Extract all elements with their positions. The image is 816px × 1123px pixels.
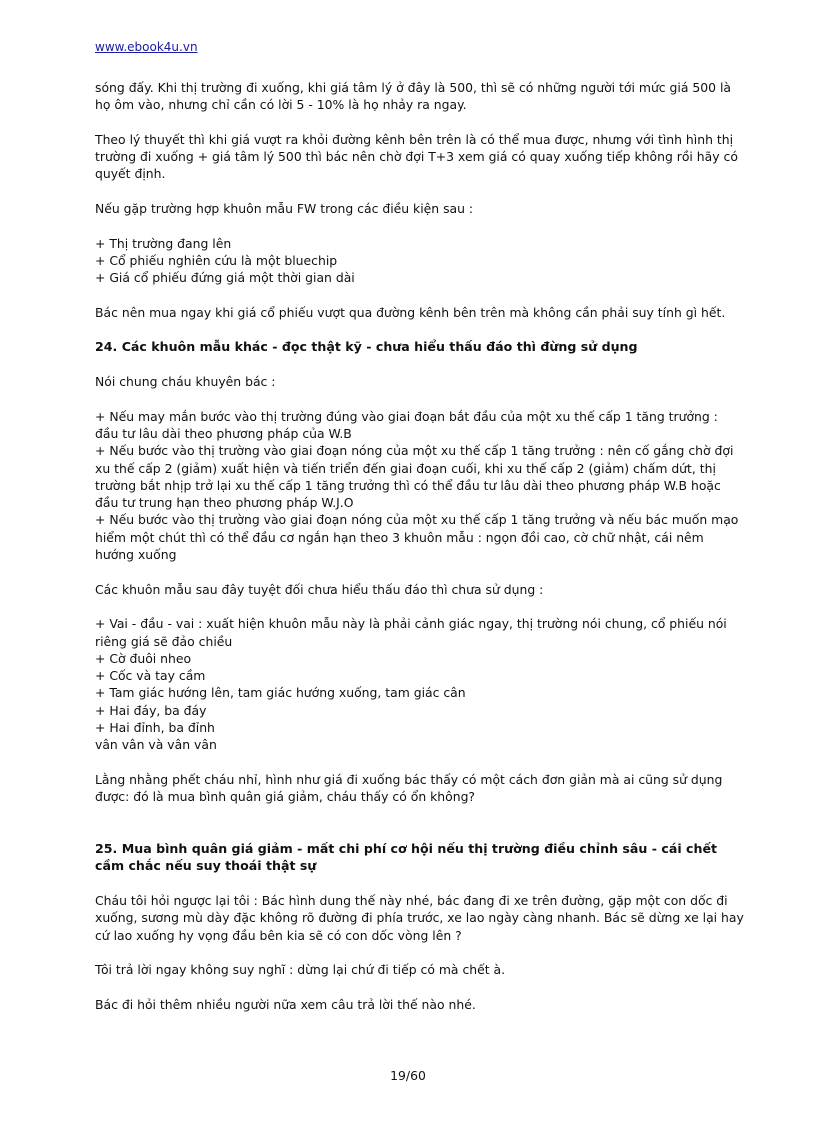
list-item: + Nếu may mắn bước vào thị trường đúng vào giai đoạn bắt đầu của một xu thế cấp 1 tăng trưởng : đầu tư lâu dài theo phương pháp của W.B	[95, 408, 718, 441]
paragraph-3: Nếu gặp trường hợp khuôn mẫu FW trong các điều kiện sau :	[95, 201, 474, 217]
list-item: + Thị trường đang lên	[95, 235, 232, 251]
list-item: + Hai đáy, ba đáy	[95, 702, 207, 718]
list-item: + Cổ phiếu nghiên cứu là một bluechip	[95, 252, 338, 268]
paragraph-8: Cháu tôi hỏi ngược lại tôi : Bác hình dung thế này nhé, bác đang đi xe trên đường, gặp một con dốc đi xuống, sương mù dày đặc không rõ đường đi phía trước, xe lao ngày càng nhanh. Bác sẽ dừng xe lại hay cứ lao xuống hy vọng đầu bên kia sẽ có con dốc vòng lên ?	[95, 892, 744, 943]
paragraph-6: Các khuôn mẫu sau đây tuyệt đối chưa hiểu thấu đáo thì chưa sử dụng :	[95, 581, 544, 597]
advice-list	[95, 408, 745, 564]
list-item: vân vân và vân vân	[95, 737, 217, 753]
document-body	[95, 79, 745, 1030]
list-item: + Vai - đầu - vai : xuất hiện khuôn mẫu này là phải cảnh giác ngay, thị trường nói chung, cổ phiếu nói riêng giá sẽ đảo chiều	[95, 616, 727, 649]
section-24-heading: 24. Các khuôn mẫu khác - đọc thật kỹ - chưa hiểu thấu đáo thì đừng sử dụng	[95, 339, 638, 355]
list-item: + Hai đỉnh, ba đỉnh	[95, 719, 215, 735]
paragraph-2: Theo lý thuyết thì khi giá vượt ra khỏi đường kênh bên trên là có thể mua được, nhưng với tình hình thị trường đi xuống + giá tâm lý 500 thì bác nên chờ đợi T+3 xem giá có quay xuống tiếp không rồi hãy có quyết định.	[95, 131, 738, 182]
header-website-link[interactable]: www.ebook4u.vn	[95, 40, 198, 54]
paragraph-7: Lằng nhằng phết cháu nhỉ, hình như giá đi xuống bác thấy có một cách đơn giản mà ai cũng sử dụng được: đó là mua bình quân giá giảm, cháu thấy có ổn không?	[95, 771, 723, 805]
paragraph-4: Bác nên mua ngay khi giá cổ phiếu vượt qua đường kênh bên trên mà không cần phải suy tính gì hết.	[95, 304, 726, 320]
list-item: + Cốc và tay cầm	[95, 668, 206, 684]
section-25-heading: 25. Mua bình quân giá giảm - mất chi phí cơ hội nếu thị trường điều chỉnh sâu - cái chết cầm chắc nếu suy thoái thật sự	[95, 841, 718, 874]
paragraph-9: Tôi trả lời ngay không suy nghĩ : dừng lại chứ đi tiếp có mà chết à.	[95, 962, 506, 978]
paragraph-5: Nói chung cháu khuyên bác :	[95, 374, 276, 390]
pattern-list	[95, 615, 745, 753]
list-item: + Giá cổ phiếu đứng giá một thời gian dài	[95, 270, 355, 286]
paragraph-1: sóng đấy. Khi thị trường đi xuống, khi giá tâm lý ở đây là 500, thì sẽ có những người tới mức giá 500 là họ ôm vào, nhưng chỉ cần có lời 5 - 10% là họ nhảy ra ngay.	[95, 80, 732, 113]
list-item: + Tam giác hướng lên, tam giác hướng xuống, tam giác cân	[95, 685, 466, 701]
page-number: 19/60	[390, 1068, 426, 1083]
condition-list	[95, 235, 745, 287]
list-item: + Cờ đuôi nheo	[95, 650, 192, 666]
list-item: + Nếu bước vào thị trường vào giai đoạn nóng của một xu thế cấp 1 tăng trưởng : nên cố gắng chờ đợi xu thế cấp 2 (giảm) xuất hiện và tiến triển đến giai đoạn cuối, khi xu thế cấp 2 (giảm) chấm dứt, thị trường bắt nhịp trở lại xu thế cấp 1 tăng trưởng thì có thể đầu tư lâu dài theo phương pháp W.B hoặc đầu tư trung hạn theo phương pháp W.J.O	[95, 443, 734, 511]
paragraph-10: Bác đi hỏi thêm nhiều người nữa xem câu trả lời thế nào nhé.	[95, 996, 476, 1012]
list-item: + Nếu bước vào thị trường vào giai đoạn nóng của một xu thế cấp 1 tăng trưởng và nếu bác muốn mạo hiểm một chút thì có thể đầu cơ ngắn hạn theo 3 khuôn mẫu : ngọn đồi cao, cờ chữ nhật, cái nêm hướng xuống	[95, 512, 739, 563]
